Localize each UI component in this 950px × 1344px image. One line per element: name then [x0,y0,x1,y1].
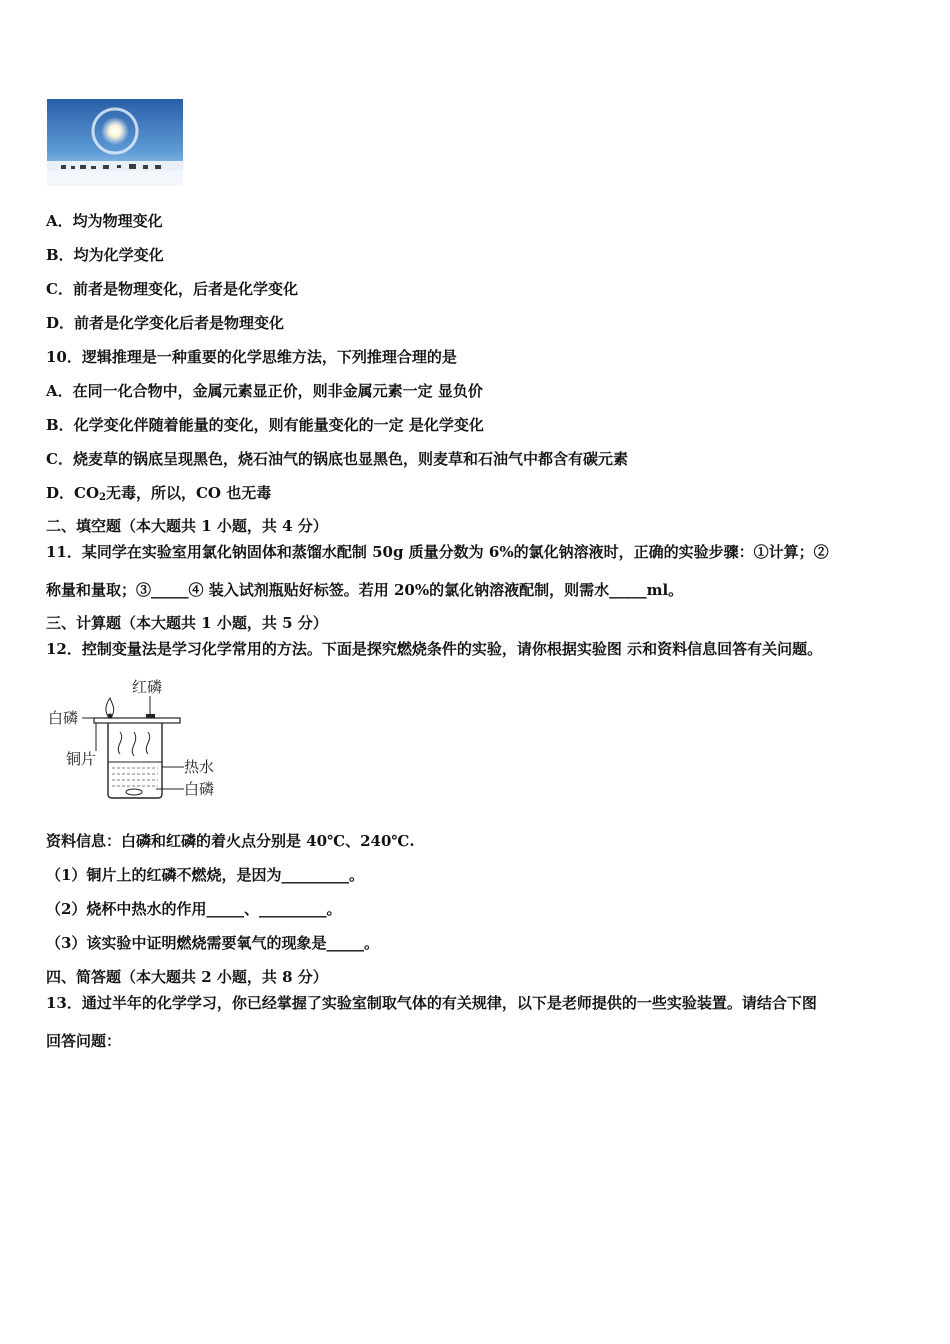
section-2-title: 二、填空题（本大题共 1 小题，共 4 分） [46,517,328,535]
combustion-experiment-diagram [46,676,224,806]
q13-line-1: 13．通过半年的化学学习，你已经掌握了实验室制取气体的有关规律，以下是老师提供的一些实验装置。请结合下图 [46,994,817,1012]
q10-stem: 10．逻辑推理是一种重要的化学思维方法，下列推理合理的是 [46,348,457,366]
label-white-phosphorus-bottom: 白磷 [184,780,215,798]
q13-line-2: 回答问题： [46,1032,122,1050]
q11-line-2: 称量和量取；③_____④ 装入试剂瓶贴好标签。若用 20%的氯化钠溶液配制，则需水_____ml。 [46,581,684,599]
q10-d-suffix: 无毒，所以，CO 也无毒 [105,484,272,502]
sun-halo-photo [47,99,183,186]
q12-info: 资料信息：白磷和红磷的着火点分别是 40℃、240℃. [46,832,415,850]
q9-option-c: C．前者是物理变化，后者是化学变化 [46,280,298,298]
section-4-title: 四、简答题（本大题共 2 小题，共 8 分） [46,968,328,986]
q12-sub-2: （2）烧杯中热水的作用_____、_________。 [46,900,342,918]
q10-option-c: C．烧麦草的锅底呈现黑色，烧石油气的锅底也显黑色，则麦草和石油气中都含有碳元素 [46,450,628,468]
label-hot-water: 热水 [184,758,215,776]
q10-option-d [46,483,271,508]
label-red-phosphorus: 红磷 [132,678,163,696]
q9-option-a: A．均为物理变化 [46,212,163,230]
q10-option-b: B．化学变化伴随着能量的变化，则有能量变化的一定 是化学变化 [46,416,484,434]
q12-stem: 12．控制变量法是学习化学常用的方法。下面是探究燃烧条件的实验，请你根据实验图 示和资料信息回答有关问题。 [46,640,823,658]
q10-option-a: A．在同一化合物中，金属元素显正价，则非金属元素一定 显负价 [46,382,483,400]
q12-sub-1: （1）铜片上的红磷不燃烧，是因为_________。 [46,866,364,884]
q10-d-subscript: 2 [99,492,106,503]
section-3-title: 三、计算题（本大题共 1 小题，共 5 分） [46,614,328,632]
label-copper-sheet: 铜片 [66,750,97,768]
q9-option-d: D．前者是化学变化后者是物理变化 [46,314,285,332]
q9-option-b: B．均为化学变化 [46,246,164,264]
q11-line-1: 11．某同学在实验室用氯化钠固体和蒸馏水配制 50g 质量分数为 6%的氯化钠溶液时，正确的实验步骤：①计算；② [46,543,829,561]
label-white-phosphorus-top: 白磷 [48,709,79,727]
q12-sub-3: （3）该实验中证明燃烧需要氧气的现象是_____。 [46,934,379,952]
q10-d-prefix: D．CO [46,484,100,502]
